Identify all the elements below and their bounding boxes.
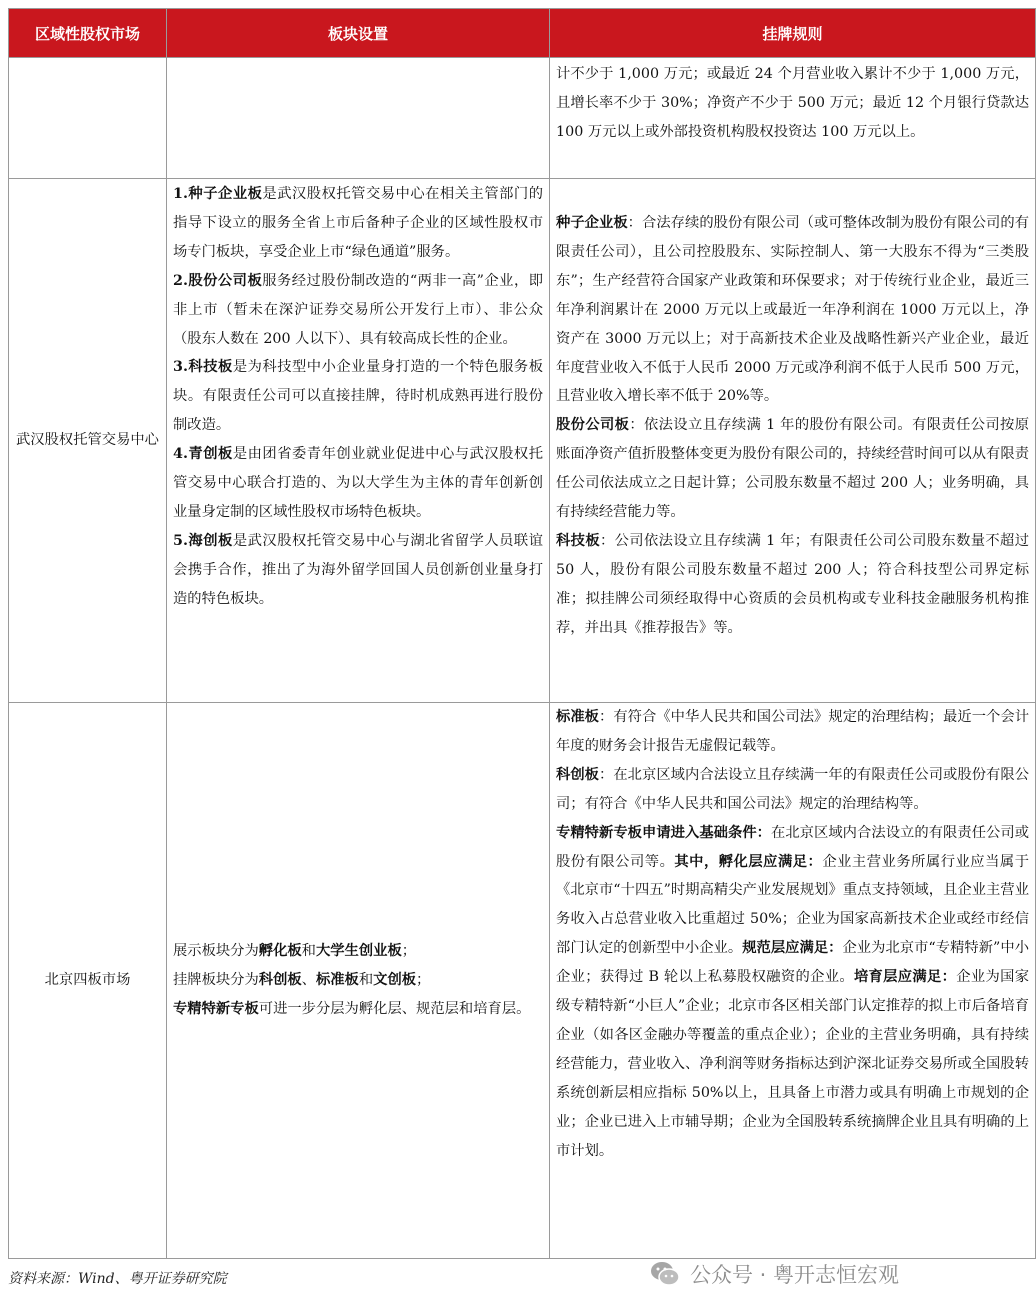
rule-name: 股份公司板 [556,417,630,434]
table-row [9,58,1036,179]
sector-text: 和 [301,943,316,960]
rule-name: 培育层应满足： [853,969,957,986]
sector-number: 1. [173,186,188,202]
rule-text: 企业为北京市“专精特新”中小企业；获得过 B 轮以上私募股权融资的企业。 [556,940,1029,986]
rule-name: 专精特新专板申请进入基础条件： [556,824,772,841]
sector-item [173,267,543,354]
rule-name: 规范层应满足： [742,940,843,957]
sector-item [173,353,543,440]
sector-description: 是为科技型中小企业量身打造的一个特色服务板块。有限责任公司可以直接挂牌，待时机成熟再进行股份制改造。 [173,359,544,434]
sector-text: 、 [301,972,316,989]
rules-cell [550,179,1036,703]
sector-description: 服务经过股份制改造的“两非一高”企业，即非上市（暂未在深沪证券交易所公开发行上市）、非公众（股东人数在 200 人以下）、具有较高成长性的企业。 [173,272,544,347]
table-header-row [9,9,1036,58]
sector-description: 是由团省委青年创业就业促进中心与武汉股权托管交易中心联合打造的、为以大学生为主体的青年创新创业量身定制的区域性股权市场特色板块。 [173,446,544,520]
market-cell [9,58,167,179]
rule-text: 在北京区域内合法设立的有限责任公司或股份有限公司等。 [556,824,1029,870]
rule-item [556,761,1029,819]
sectors-cell [167,58,550,179]
sector-name: 青创板 [187,446,233,463]
rule-name: 种子企业板 [556,215,628,231]
wechat-icon [650,1261,680,1287]
header-market: 区域性股权市场 [9,9,167,58]
listing-rules-table [8,8,1036,1259]
sector-item [173,440,543,527]
rule-item [556,527,1029,643]
sector-line [173,995,543,1024]
sector-name: 科技板 [187,359,233,376]
sector-name: 标准板 [315,972,359,989]
sector-name: 文创板 [373,972,417,989]
rule-text: ：合法存续的股份有限公司（或可整体改制为股份有限公司的有限责任公司），且公司控股股东、实际控制人、第一大股东不得为“三类股东”；生产经营符合国家产业政策和环保要求；对于传统行业企业，最近三年净利润累计在 2000 万元以上或最近一年净利润在 1000 万元以上，净资产在 3000 万元以上；对于高新技术企业及战略性新兴产业企业，最近年度营业收入不低于人民币 2000 万元或净利润不低于人民币 500 万元，且营业收入增长率不低于 20%等。 [556,215,1029,405]
sector-number: 4. [173,446,188,463]
rule-name: 其中，孵化层应满足： [674,853,823,870]
sector-name: 专精特新专板 [173,1000,259,1017]
table-row [9,703,1036,1259]
rule-text: ：有符合《中华人民共和国公司法》规定的治理结构；最近一个会计年度的财务会计报告无虚假记载等。 [556,709,1030,754]
sector-text: ； [401,943,417,960]
rule-item [556,819,1029,1166]
sector-name: 种子企业板 [187,186,263,202]
table-row [9,179,1036,703]
rule-name: 标准板 [556,709,600,725]
source-note: 资料来源：Wind、粤开证券研究院 [8,1271,227,1287]
sector-text: 和 [358,972,374,989]
rule-text: 企业主营业务所属行业应当属于《北京市“十四五”时期高精尖产业发展规划》重点支持领域，且企业主营业务收入占总营业收入比重超过 50%；企业为国家高新技术企业或经市经信部门认定的创新型中小企业。 [556,853,1029,957]
rule-item [556,411,1029,527]
sectors-cell [167,703,550,1259]
sector-text: 可进一步分层为孵化层、规范层和培育层。 [258,1000,531,1017]
rule-text: 企业为国家级专精特新“小巨人”企业；北京市各区相关部门认定推荐的拟上市后备培育企业（如各区金融办等覆盖的重点企业）；企业的主营业务明确，具有持续经营能力，营业收入、净利润等财务指标达到沪深北证券交易所或全国股转系统创新层相应指标 50%以上，且具备上市潜力或具有明确上市规划的企业；企业已进入上市辅导期；企业为全国股转系统摘牌企业且具有明确的上市计划。 [556,969,1030,1159]
watermark-text: 公众号 · 粤开志恒宏观 [690,1263,900,1287]
header-rules: 挂牌规则 [550,9,1036,58]
sector-text: 展示板块分为 [173,943,259,960]
rule-item [556,209,1029,411]
sector-name: 科创板 [258,972,302,989]
rule-name: 科创板 [556,766,600,783]
rule-name: 科技板 [556,532,600,549]
market-cell: 武汉股权托管交易中心 [9,179,167,703]
sector-number: 3. [173,359,188,376]
sector-number: 2. [173,272,188,289]
rule-text: ：在北京区域内合法设立且存续满一年的有限责任公司或股份有限公司；有符合《中华人民共和国公司法》规定的治理结构等。 [556,766,1030,812]
rules-cell: 计不少于 1,000 万元；或最近 24 个月营业收入累计不少于 1,000 万元，且增长率不少于 30%；净资产不少于 500 万元；最近 12 个月银行贷款达 100 万元以上或外部投资机构股权投资达 100 万元以上。 [550,58,1036,179]
rule-item [556,703,1029,761]
sector-name: 海创板 [187,532,233,549]
sector-line [173,966,543,995]
sector-name: 大学生创业板 [315,943,402,960]
market-cell: 北京四板市场 [9,703,167,1259]
sector-description: 是武汉股权托管交易中心在相关主管部门的指导下设立的服务全省上市后备种子企业的区域性股权市场专门板块，享受企业上市“绿色通道”服务。 [173,186,543,260]
sector-name: 股份公司板 [187,272,263,289]
sectors-cell [167,179,550,703]
sector-text: ； [416,972,431,989]
rule-text: ：公司依法设立且存续满 1 年；有限责任公司公司股东数量不超过 50 人，股份有限公司股东数量不超过 200 人；符合科技型公司界定标准；拟挂牌公司须经取得中心资质的会员机构或专业科技金融服务机构推荐，并出具《推荐报告》等。 [556,532,1030,636]
watermark [650,1258,899,1290]
rules-cell [550,703,1036,1259]
sector-text: 挂牌板块分为 [173,972,259,989]
sector-name: 孵化板 [258,943,302,960]
sector-number: 5. [173,532,188,549]
rule-text: ：依法设立且存续满 1 年的股份有限公司。有限责任公司按原账面净资产值折股整体变更为股份有限公司的，持续经营时间可以从有限责任公司依法成立之日起计算；公司股东数量不超过 200 人；业务明确，具有持续经营能力等。 [556,417,1030,521]
sector-item [173,527,543,614]
sector-line [173,937,543,966]
header-sectors: 板块设置 [167,9,550,58]
sector-item [173,180,543,267]
sector-description: 是武汉股权托管交易中心与湖北省留学人员联谊会携手合作，推出了为海外留学回国人员创新创业量身打造的特色板块。 [173,532,544,607]
